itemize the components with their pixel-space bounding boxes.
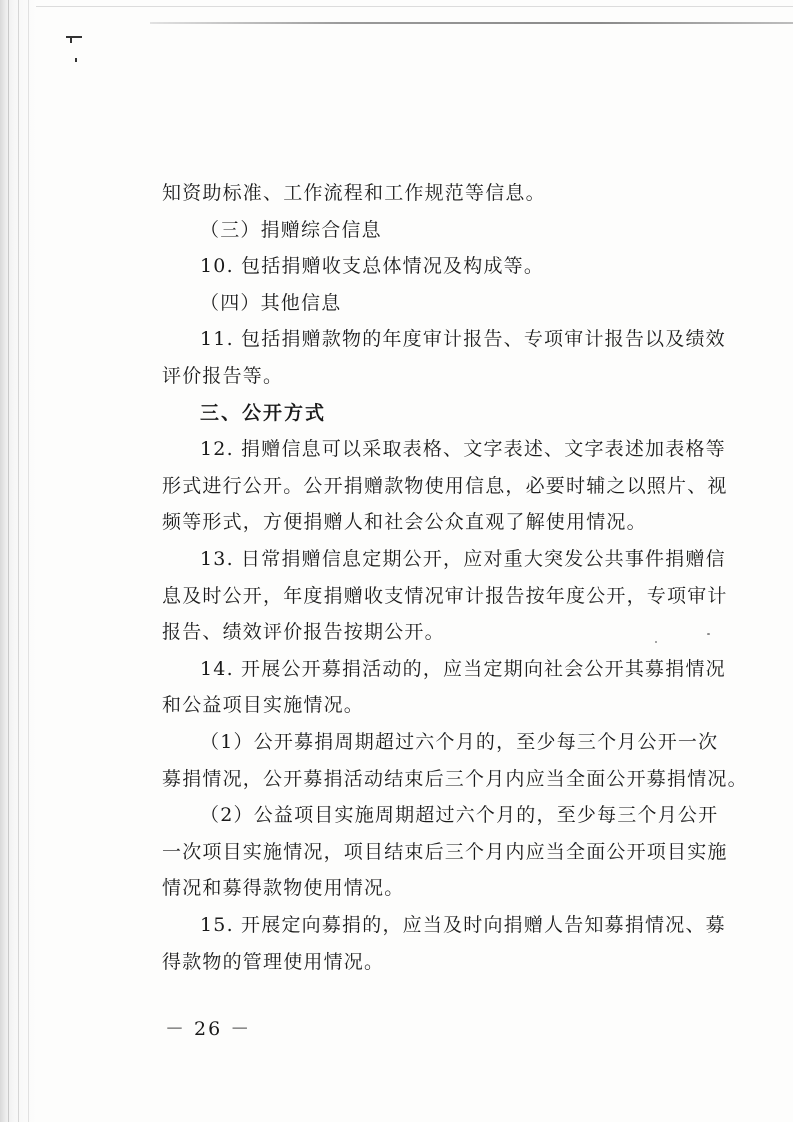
binding-mark — [70, 38, 72, 43]
page-number: － 26 － — [165, 1018, 252, 1040]
text-line: 14. 开展公开募捐活动的，应当定期向社会公开其募捐情况 — [200, 658, 726, 680]
text-line: 息及时公开，年度捐赠收支情况审计报告按年度公开，专项审计 — [162, 585, 728, 607]
text-line: 报告、绩效评价报告按期公开。 — [162, 621, 445, 643]
text-line: （1）公开募捐周期超过六个月的，至少每三个月公开一次 — [200, 731, 719, 753]
text-line: 15. 开展定向募捐的，应当及时向捐赠人告知募捐情况、募 — [200, 914, 726, 936]
text-line: （四）其他信息 — [200, 292, 342, 314]
text-line: 评价报告等。 — [162, 365, 284, 387]
text-line: 形式进行公开。公开捐赠款物使用信息，必要时辅之以照片、视 — [162, 475, 728, 497]
text-line: 情况和募得款物使用情况。 — [162, 877, 405, 899]
text-line: 募捐情况，公开募捐活动结束后三个月内应当全面公开募捐情况。 — [162, 768, 748, 790]
binding-mark — [66, 36, 82, 38]
text-line: 频等形式，方便捐赠人和社会公众直观了解使用情况。 — [162, 511, 647, 533]
scan-edge-line — [28, 0, 29, 1122]
scan-edge-line — [18, 0, 19, 1122]
text-line: 知资助标准、工作流程和工作规范等信息。 — [162, 182, 546, 204]
header-rule — [150, 22, 793, 24]
text-line: （2）公益项目实施周期超过六个月的，至少每三个月公开 — [200, 804, 719, 826]
text-line: 和公益项目实施情况。 — [162, 694, 365, 716]
section-heading: 三、公开方式 — [200, 402, 327, 424]
text-line: 一次项目实施情况，项目结束后三个月内应当全面公开项目实施 — [162, 841, 728, 863]
text-line: 12. 捐赠信息可以采取表格、文字表述、文字表述加表格等 — [200, 438, 726, 460]
scan-top-edge — [36, 6, 793, 7]
text-line: 10. 包括捐赠收支总体情况及构成等。 — [200, 255, 545, 277]
scan-edge-line — [8, 0, 9, 1122]
text-line: 11. 包括捐赠款物的年度审计报告、专项审计报告以及绩效 — [200, 328, 726, 350]
binding-mark — [75, 58, 77, 62]
text-line: （三）捐赠综合信息 — [200, 219, 382, 241]
text-line: 13. 日常捐赠信息定期公开，应对重大突发公共事件捐赠信 — [200, 548, 726, 570]
text-line: 得款物的管理使用情况。 — [162, 951, 385, 973]
